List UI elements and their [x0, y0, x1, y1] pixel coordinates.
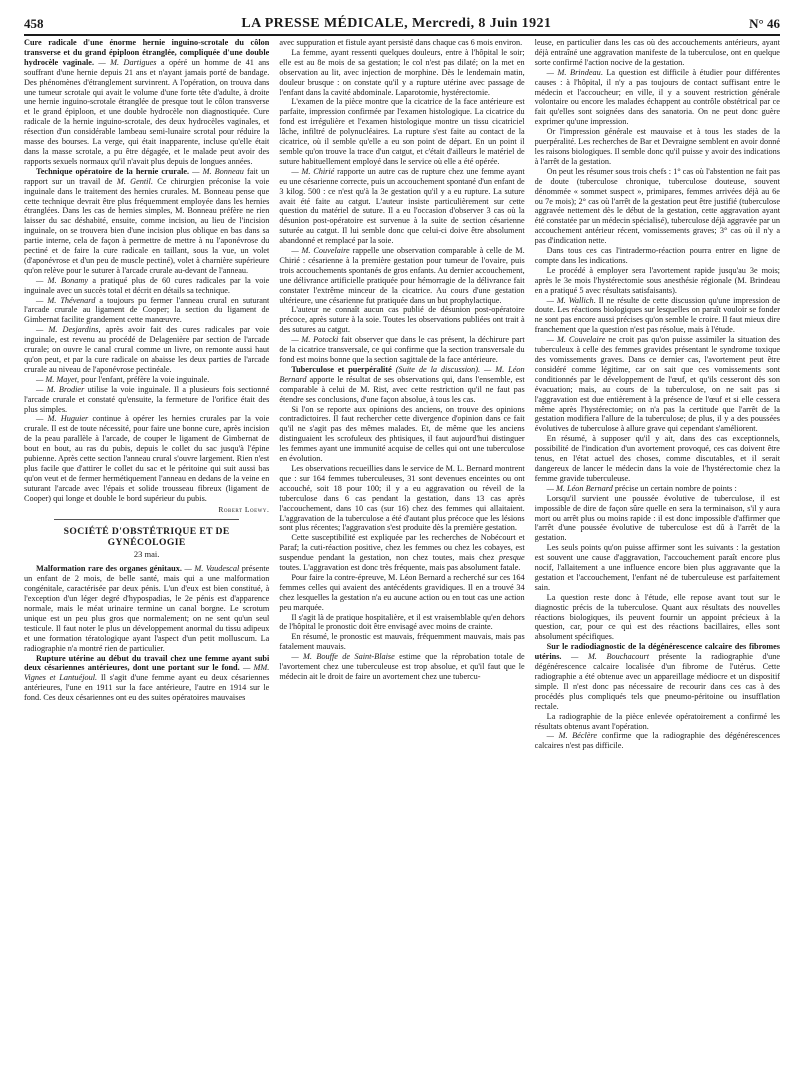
- paragraph: [279, 405, 524, 464]
- paragraph: [24, 296, 269, 326]
- paragraph-text: confirme que la radiographie des dégénérescences calcaires n'est pas difficile.: [534, 731, 780, 751]
- paragraph-text: a pratiqué plus de 60 cures radicales par la voie inguinale avec un succès total et décrit en détails sa technique.: [24, 275, 270, 295]
- signature: Robert Loewy.: [218, 504, 270, 514]
- author-name: — M. Léon Bernard: [546, 483, 613, 493]
- paragraph-text: a toujours pu fermer l'anneau crural en suturant l'arcade crurale au ligament de Cooper; la section du ligament de Gimbernat facilite grandement cette manœuvre.: [24, 295, 270, 325]
- paragraph: [535, 731, 780, 751]
- column-3: [535, 38, 780, 1072]
- paragraph: [535, 127, 780, 167]
- paragraph: [535, 68, 780, 127]
- paragraph: [535, 712, 780, 732]
- author-name: — M. Vaudescal: [184, 564, 240, 574]
- column-2: [279, 38, 524, 1072]
- paragraph-text: On peut les résumer sous trois chefs : 1° cas où l'abstention ne fait pas de doute (tuberculose chronique, tuberculose douteuse, souvent dénommée « sommet suspect », primipares, femmes arrivées déjà au 6e ou 7e mois); 2° cas où l'arrêt de la gestation peut être justifié (tuberculose aggravée nettement dès le début de la gestation, cette aggravation ayant été constatée par un médecin spécialisé), tuberculose déjà aggravée par un accouchement antérieur récent, vomissements graves; 3° cas où il n'y a pas d'indication nette.: [534, 166, 780, 246]
- author-name: — M. Dartigues: [98, 57, 157, 67]
- paragraph-text: Les seuls points qu'on puisse affirmer sont les suivants : la gestation est souvent une cause d'aggravation, l'accouchement paraît encore plus nocif, l'allaitement a une influence encore bien plus aggravante que la gestation et l'accouchement, l'enfant né de tuberculeuse est parfaitement sain.: [534, 543, 780, 592]
- paragraph: [24, 325, 269, 375]
- issue-number: N° 46: [749, 16, 780, 31]
- paragraph-text: rapporte un autre cas de rupture chez une femme ayant eu une césarienne correcte, puis un accouchement spontané d'un enfant de 3 kilog. 500 : ce n'est qu'à la 3e gestation qu'il y a eu rupture. La suture avait été faite au catgut. L'auteur insiste particulièrement sur cette question du matériel de suture. Il a eu l'occasion d'observer 3 cas où la désunion post-opératoire est survenue à la suite de section césarienne suturée au catgut. Il lui semble donc que celui-ci doive être absolument abandonné et remplacé par la soie.: [279, 166, 525, 246]
- paragraph: [24, 38, 269, 167]
- article-columns: [24, 38, 780, 1072]
- paragraph-text: L'examen de la pièce montre que la cicatrice de la face antérieure est parfaite, impression confirmée par l'examen histologique. La cicatrice du fond est irrégulière et l'examen histologique montre un tissu cicatriciel lâche, infiltré de polynucléaires. La rupture s'est faite au contact de la cicatrice, où il semble qu'elle a eu son point de départ. En un point il semble qu'on trouve la trace d'un catgut, et c'était d'ailleurs le matériel de suture habituellement employé dans le service où elle a été opérée.: [279, 97, 525, 166]
- paragraph: [24, 276, 269, 296]
- paragraph: [279, 533, 524, 573]
- section-title: Rupture utérine au début du travail chez une femme ayant subi deux césariennes antérieures, dont une portant sur le fond.: [24, 653, 270, 673]
- author-name: — M. Béclère: [546, 731, 598, 741]
- paragraph: [279, 335, 524, 365]
- author-name: — M. Wallich: [546, 295, 594, 305]
- paragraph-text: La femme, ayant ressenti quelques douleurs, entre à l'hôpital le soir; elle est au 8e mois de sa gestation; le col n'est pas dilaté; on la met en observation au lit, avec injection de morphine. Dès le lendemain matin, douleur brusque : on constate qu'il y a rupture utérine avec passage de l'enfant dans la cavité abdominale. Laparotomie, hystérectomie.: [279, 47, 525, 97]
- author-name: — M. Desjardins: [36, 325, 99, 335]
- section-title: Sur le radiodiagnostic de la dégénérescence calcaire des fibromes utérins.: [534, 642, 780, 662]
- paragraph: [535, 296, 780, 336]
- paragraph-text: toutes. L'aggravation est donc très fréquente, mais pas absolument fatale.: [279, 563, 521, 573]
- paragraph: [535, 38, 780, 68]
- paragraph-text: Or l'impression générale est mauvaise et à tous les stades de la puerpéralité. Les recherches de Bar et Devraigne semblent en avoir donné les raisons biologiques. Il semble donc qu'il puisse y avoir des indications à l'arrêt de la gestation.: [534, 127, 780, 166]
- section-title: Malformation rare des organes génitaux.: [36, 564, 182, 574]
- paragraph-text: continue à opérer les hernies crurales par la voie crurale. Il est de toute nécessité, pour faire une bonne cure, après incision de la peau parallèle à l'arcade, de couper le ligament de Gimbernat de bout en bout, au ras du pubis, depuis le collet du sac jusqu'à l'épine pubienne. Après cette section l'anneau crural s'ouvre largement. Rien n'est plus facile que d'attirer le collet du sac et le péritoine qui suit aussi bas qu'on veut et de fermer hermétiquement l'anneau en dedans de la veine en suturant l'arcade avec l'épais et solide trousseau fibreux (ligament de Cooper) qui longe et double le bord supérieur du pubis.: [24, 414, 270, 503]
- paragraph: [24, 167, 269, 276]
- section-title: Cure radicale d'une énorme hernie inguino-scrotale du côlon transverse et du grand épiploon étranglée, compliquée d'une double hydrocèle vaginale.: [24, 38, 270, 67]
- society-heading: SOCIÉTÉ D'OBSTÉTRIQUE ET DE GYNÉCOLOGIE: [63, 525, 230, 548]
- paragraph-text: . Il ne résulte de cette discussion qu'une impression de doute. Les réactions biologiques sur lesquelles on paraît vouloir se fonder ne sont pas encore aussi précises qu'on semble le croire. Il faut mieux dire franchement que la question n'est pas résolue, mais à l'étude.: [534, 295, 780, 335]
- paragraph-text: En résumé, le pronostic est mauvais, fréquemment mauvais, mais pas fatalement mauvais.: [279, 632, 525, 652]
- author-name: — M. Bouffe de Saint-Blaise: [291, 652, 395, 662]
- page-header: [24, 10, 780, 36]
- paragraph-text: présente la radiographie d'une dégénérescence calcaire localisée d'un fibrome de l'utérus. Cette radiographie a été obtenue avec un appareillage médiocre et un dispositif simple. Il n'est donc pas nécessaire de recourir dans ces cas à des procédés plus compliqués tels que pneumo-péritoine ou insufflation rectale.: [534, 652, 780, 711]
- paragraph-text: L'auteur ne connaît aucun cas publié de désunion post-opératoire précoce, après suture à la soie. Toutes les observations publiées ont trait à des sutures au catgut.: [279, 305, 525, 335]
- author-name: — M. Thévenard: [36, 295, 96, 305]
- paragraph-text: Il s'agit d'une femme ayant eu deux césariennes antérieures, l'une en 1911 sur la face antérieure, l'autre en 1914 sur le fond. Ces deux césariennes ont eu des suites opératoires mauvaises: [24, 673, 270, 703]
- paragraph: [535, 335, 780, 434]
- paragraph: [279, 365, 524, 405]
- masthead: [241, 16, 551, 32]
- paragraph-text: Cette susceptibilité est expliquée par les recherches de Nobécourt et Paraf; la cuti-réaction positive, chez les femmes ou chez les cobayes, est suspendue pendant la gestation, non chez toutes, mais chez: [279, 533, 525, 563]
- paragraph: [279, 632, 524, 652]
- issue-date: Mercredi, 8 Juin 1921: [411, 16, 552, 31]
- newspaper-page: [24, 10, 780, 1076]
- author-name: — M. Brindeau: [546, 67, 601, 77]
- paragraph-text: Dans tous ces cas l'intradermo-réaction pourra entrer en ligne de compte dans les indications.: [534, 246, 780, 265]
- paragraph-text: Il s'agit là de pratique hospitalière, et il est vraisemblable qu'en dehors de l'hôpital le pronostic doit être envisagé avec moins de crainte.: [279, 612, 525, 632]
- paragraph: [279, 97, 524, 166]
- author-name: — MM. Vignes et Lantuéjoul.: [24, 663, 270, 683]
- paragraph-text: La radiographie de la pièce enlevée opératoirement a confirmé les résultats obtenus avant l'opération.: [534, 711, 780, 731]
- paragraph: [279, 167, 524, 246]
- paragraph: [24, 654, 269, 704]
- author-name: — M. Potocki: [291, 335, 339, 345]
- paragraph-text: fait observer que dans le cas présent, la déchirure part de la cicatrice transversale, ce qui confirme que la section transversale du fond est moins bonne que la section sagittale de la face antérieure.: [279, 335, 525, 364]
- paragraph: [535, 266, 780, 296]
- paragraph-text: . La question est difficile à étudier pour différentes causes : à l'hôpital, il n'y a pas toujours de contact suffisant entre le médecin et l'accoucheur; en ville, il y a souvent restriction générale volontaire ou encore les malades échappent au contrôle obstétrical par ce fait qu'elles sont soignées dans des sanatoria. On ne peut donc guère exprimer qu'une impression.: [534, 67, 780, 127]
- paragraph-text: présente un enfant de 2 mois, de belle santé, mais qui a une malformation congénitale, caractérisée par deux pénis. L'un d'eux est bien constitué, à l'exception d'un léger degré d'hypospadias, le 2e pénis est d'apparence normale, mais le méat urinaire termine un canal borgne. Le scrotum unique est un peu plus gros que normalement; on ne sent qu'un seul testicule. Il faut noter le plus un développement anormal du tissu adipeux et une formation tératologique ayant l'aspect d'un petit molluscum. La radiographie n'a montré rien de particulier.: [24, 564, 270, 653]
- paragraph: [535, 434, 780, 484]
- paragraph-text: fait un rapport sur un travail de: [24, 166, 270, 186]
- paragraph: [24, 564, 269, 653]
- section-title: Technique opératoire de la hernie crurale.: [36, 166, 190, 176]
- masthead-title: LA PRESSE MÉDICALE,: [241, 16, 409, 31]
- paragraph-text: estime que la réprobation totale de l'avortement chez une tuberculeuse est trop absolue, et qu'il faut que le médecin ait le droit de faire un avortement chez une tubercu-: [279, 652, 525, 681]
- paragraph-text: Le procédé à employer sera l'avortement rapide jusqu'au 3e mois; après le 3e mois l'hystérectomie sous anesthésie régionale (M. Brindeau en a pratiqué 5 avec résultats satisfaisants).: [534, 265, 780, 295]
- paragraph: [535, 484, 780, 494]
- page-number: 458: [24, 16, 44, 31]
- paragraph: [279, 48, 524, 98]
- author-name: — M. Brodier: [36, 384, 85, 394]
- paragraph: [279, 573, 524, 613]
- paragraph-text: , après avoir fait des cures radicales par voie inguinale, est revenu au procédé de Delagenière par section de l'arcade crurale; on ouvre le canal crural comme un livre, on remonte aussi haut qu'on peut, et par la cure radicale on abaisse les deux parties de l'arcade crurale au niveau de l'aponévrose pectinéale.: [24, 325, 270, 374]
- paragraph-text: Si l'on se reporte aux opinions des anciens, on trouve des opinions contradictoires. Il faut rechercher cette divergence d'opinion dans ce fait qu'il ne s'agit pas des mêmes malades. Et, de même que les anciens distinguaient les scrofuleux des phtisiques, il faut aujourd'hui distinguer les femmes ayant une immunité acquise de celles qui ont une tuberculose en évolution.: [279, 404, 525, 464]
- paragraph-text: avec suppuration et fistule ayant persisté dans chaque cas 6 mois environ.: [279, 38, 523, 47]
- paragraph: [279, 464, 524, 533]
- paragraph: [535, 642, 780, 711]
- paragraph-text: apporte le résultat de ses observations qui, dans l'ensemble, est comparable à celui de M. Rist, avec cette restriction qu'il ne faut pas étendre ses conclusions, d'une façon absolue, à tous les cas.: [279, 374, 525, 404]
- section-subtitle: (Suite de la discussion).: [391, 364, 481, 374]
- paragraph-text: a opéré un homme de 41 ans souffrant d'une hernie depuis 21 ans et n'ayant jamais porté de bandage. Des phénomènes d'étranglement survinrent. A l'opération, on trouva dans une tumeur scrotale qui avait le volume d'une forte tête d'adulte, à droite une hernie inguino-scrotale étranglée de presque tout le côlon transverse et le grand épiploon, et une double hydrocèle non diagnostiquée. Cure radicale de la hernie inguino-scrotale, des deux hydrocèles vaginales, et résection d'un considérable lambeau semi-lunaire scrotal pour réduire la masse des bourses. La verge, qui était inapparente, incluse qu'elle était dans la masse scrotale, a pu être dégagée, et le malade peut avoir des rapports sexuels normaux qu'il n'avait plus depuis de longues années.: [24, 57, 270, 166]
- paragraph-text: rappelle une observation comparable à celle de M. Chirié : césarienne à la première gestation pour tumeur de l'ovaire, puis trois accouchements spontanés de gros enfants. Au dernier accouchement, une délivrance artificielle pratiquée pour hémorragie de la délivrance fait constater l'extrême minceur de la cicatrice. Au cours d'une gestation ultérieure, une césarienne fut pratiquée dans un but prophylactique.: [279, 246, 525, 305]
- paragraph-text: . Ce chirurgien préconise la voie inguinale dans le traitement des hernies crurales. M. Bonneau pense que cette technique devrait être plus fréquemment employée dans les hernies étranglées. Dans les cas de hernies simples, M. Bonneau préfère ne rien laisser du sac déshabité, ensuite, comme incision, au lieu de l'incision inguinale, on se trouvera bien d'une incision plus oblique en bas dans sa partie interne, cela de façon à permettre de mettre à nu l'aponévrose du pectiné et de faire la cure radicale en taillant, sous la vue, un volet (d'aponévrose et d'un peu de muscle pectiné), volet à charnière supérieure qu'on relève pour le suturer à l'arcade crurale au-devant de l'anneau.: [24, 176, 270, 275]
- paragraph-text: Les observations recueillies dans le service de M. L. Bernard montrent que : sur 164 femmes tuberculeuses, 31 sont devenues enceintes ou ont accouché, soit 18 pour 100; il y a eu aggravation ou réveil de la tuberculose dans 6 cas pendant la gestation, dans 13 cas après l'accouchement, dans 10 cas (sur 16) chez des femmes qui allaitaient. L'aggravation de la tuberculose a été d'autant plus précoce que les lésions sont plus récentes; l'aggravation s'est produite dès la première gestation.: [279, 463, 525, 533]
- paragraph: [535, 543, 780, 593]
- paragraph-text: En résumé, à supposer qu'il y ait, dans des cas exceptionnels, possibilité de l'indication d'un avortement provoqué, ces cas doivent être tenus, en l'état actuel des choses, comme discutables, et il serait dangereux de lancer le médecin dans la voie de l'hystérectomie chez la femme gravide tuberculeuse.: [534, 434, 780, 483]
- paragraph: [279, 652, 524, 682]
- paragraph: [535, 494, 780, 544]
- paragraph: [279, 305, 524, 335]
- paragraph: [279, 38, 524, 48]
- paragraph-text: , pour l'enfant, préfère la voie inguinale.: [77, 374, 210, 384]
- paragraph: [535, 593, 780, 643]
- paragraph-text: ne croit pas qu'on puisse assimiler la situation des tuberculeux à celle des femmes gravides présentant le syndrome toxique des vomissements graves. Dans ce dernier cas, l'avortement peut être considéré comme légitime, car on sait que ces vomissements sont conditionnés par le développement de l'œuf, et qu'ils cesseront dès son évacuation; mais, au cours de la tuberculose, on ne sait pas si l'aggravation est due entièrement à la présence de l'œuf et si elle cessera même après l'hystérectomie; on n'a pas la certitude que l'arrêt de la gestation modifiera l'allure de la tuberculose; de plus, il y a des poussées évolutives de tuberculose à allure grave qui cependant s'améliorent.: [534, 335, 780, 434]
- author-name: — M. Léon Bernard: [279, 364, 525, 384]
- paragraph-text: précise un certain nombre de points :: [612, 483, 737, 493]
- emphasis: presque: [498, 553, 525, 563]
- author-name: — M. Bonamy: [36, 275, 88, 285]
- author-name: — M. Huguier: [36, 414, 89, 424]
- paragraph-text: utilise la voie inguinale. Il a plusieurs fois sectionné l'arcade crurale et constaté qu'ensuite, la fermeture de l'orifice était des plus simples.: [24, 384, 270, 414]
- paragraph-text: leuse, en particulier dans les cas où des accouchements antérieurs, ayant déjà entraîné une aggravation manifeste de la tuberculose, ont en quelque sorte confirmé l'action nocive de la gestation.: [534, 38, 780, 67]
- author-name: — M. Bouchacourt: [561, 652, 650, 662]
- paragraph: [24, 414, 269, 503]
- author-name: — M. Bonneau: [192, 166, 244, 176]
- column-1: [24, 38, 269, 1072]
- paragraph: [24, 385, 269, 415]
- paragraph: [535, 246, 780, 266]
- divider: [54, 519, 239, 520]
- paragraph: [279, 246, 524, 305]
- paragraph-text: Lorsqu'il survient une poussée évolutive de tuberculose, il est impossible de dire de façon sûre quelle en sera la terminaison, s'il y aura mort ou arrêt plus ou moins rapide : il est donc impossible d'affirmer que l'arrêt d'une poussée évolutive de tuberculose est dû à l'arrêt de la gestation.: [534, 493, 780, 543]
- paragraph-text: La question reste donc à l'étude, elle repose avant tout sur le diagnostic précis de la tuberculose. Quant aux résultats des nouvelles réactions biologiques, ils peuvent fournir un appoint précieux à la question, car, pour ce qui est des réactions bacillaires, elles sont absolument spécifiques.: [534, 592, 780, 642]
- society-date: 23 mai.: [133, 548, 160, 559]
- paragraph: [535, 167, 780, 246]
- paragraph: [279, 613, 524, 633]
- author-name: — M. Couvelaire: [546, 335, 606, 345]
- author-name: — M. Couvelaire: [291, 246, 350, 256]
- author-name: M. Gentil: [116, 176, 151, 186]
- paragraph-text: Pour faire la contre-épreuve, M. Léon Bernard a recherché sur ces 164 femmes celles qui avaient des antécédents gravidiques. Il en a trouvé 34 chez lesquelles la gestation n'a eu aucune action ou en tout cas une action peu marquée.: [279, 572, 525, 612]
- section-title: Tuberculose et puerpéralité: [291, 364, 392, 374]
- author-name: — M. Mayet: [36, 374, 78, 384]
- paragraph: [24, 375, 269, 385]
- author-name: — M. Chirié: [291, 166, 335, 176]
